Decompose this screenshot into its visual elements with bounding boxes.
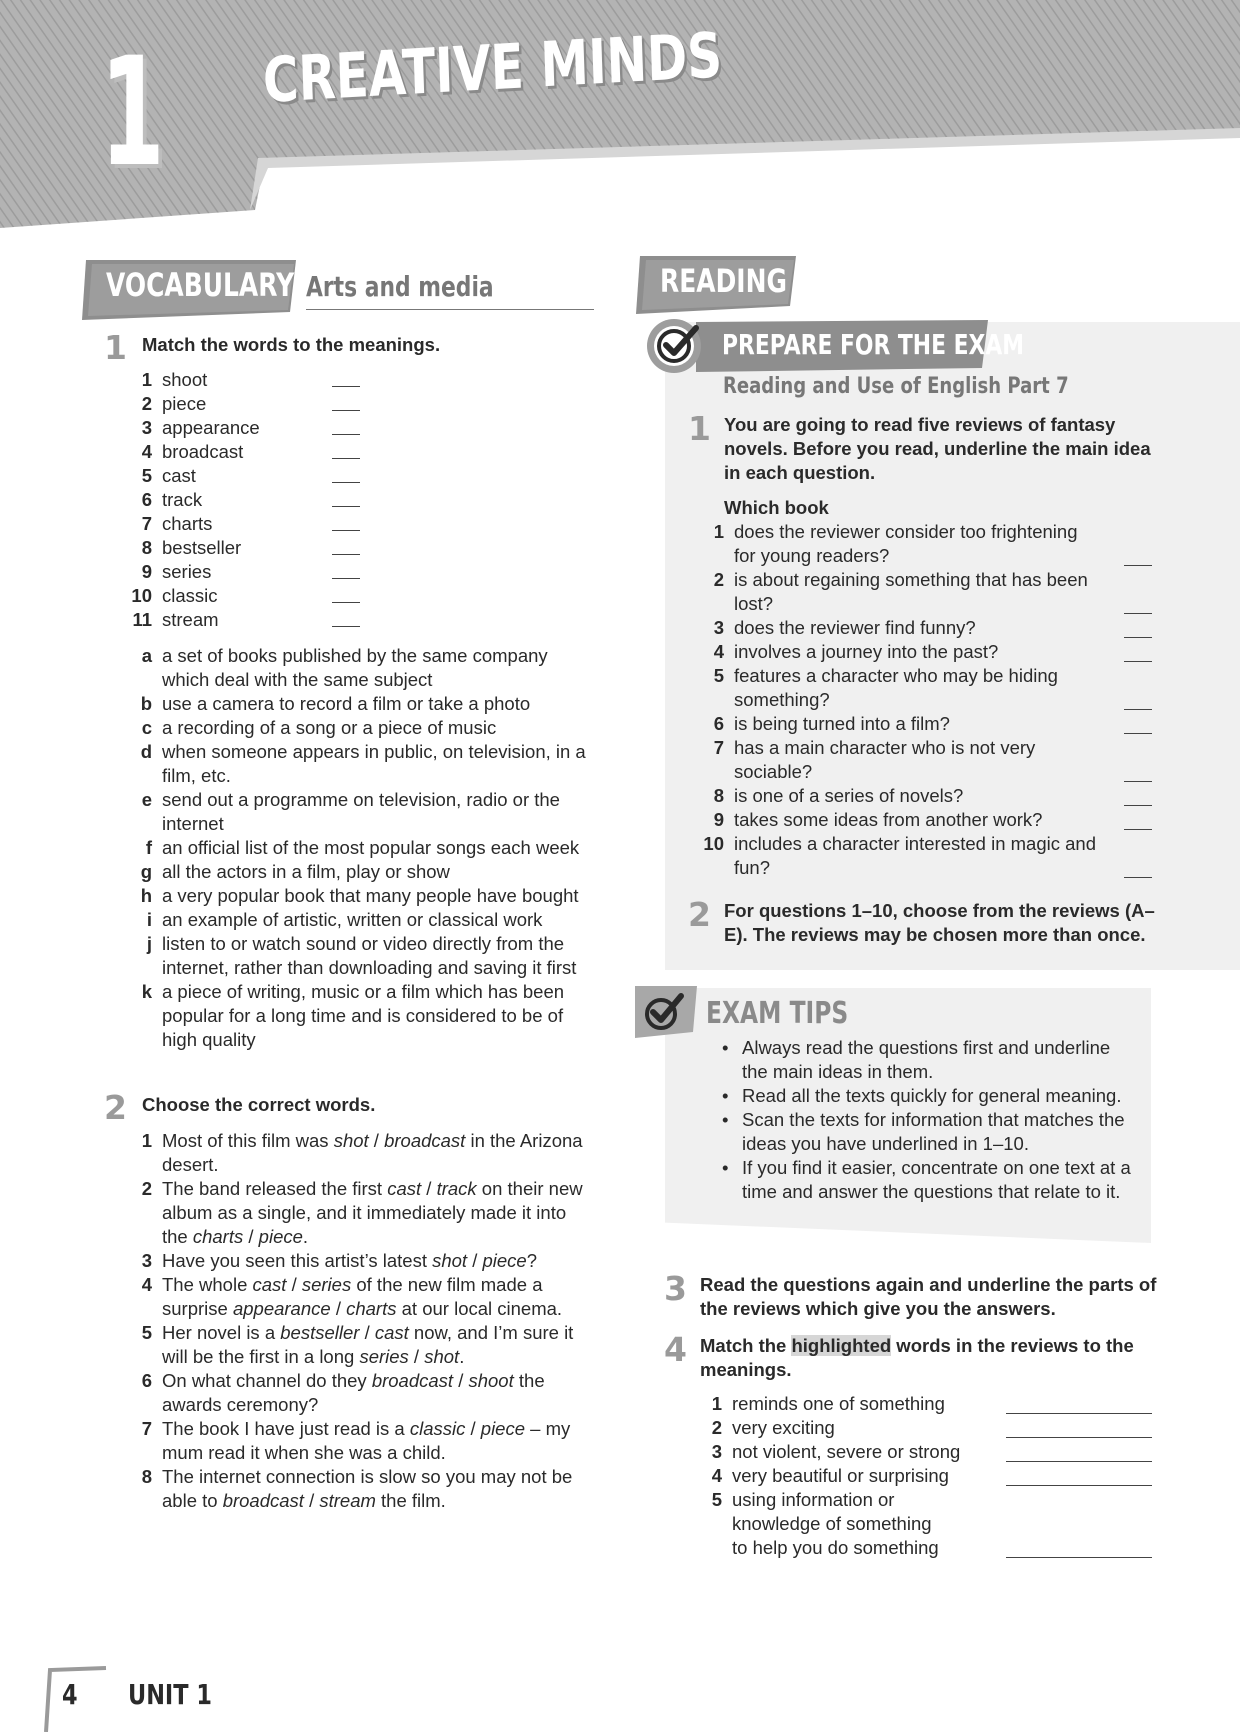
sentence-part: / (408, 1346, 425, 1367)
answer-blank[interactable] (1124, 636, 1152, 638)
word-item (130, 608, 360, 632)
meaning-item (700, 1416, 1152, 1440)
sentence-part: / (303, 1490, 320, 1511)
choice-item (130, 1417, 594, 1465)
sentence-part: / (421, 1178, 437, 1199)
word-option[interactable]: cast (252, 1274, 287, 1295)
answer-blank[interactable] (1124, 708, 1152, 710)
question-item (702, 664, 1152, 712)
word-item (130, 560, 360, 584)
question-item (702, 832, 1152, 880)
sentence (162, 1129, 594, 1177)
question-text: is about regaining something that has been lost? (734, 569, 1088, 614)
item-number: 3 (713, 617, 724, 638)
answer-blank[interactable] (1124, 828, 1152, 830)
item-number: 7 (141, 1418, 152, 1439)
question-item (702, 520, 1152, 568)
sentence-part: . (302, 1226, 309, 1247)
sentence (162, 1369, 594, 1417)
meaning-item (130, 788, 594, 836)
vocab-ex2-number: 2 (104, 1088, 127, 1127)
item-number: 8 (141, 537, 152, 558)
meaning-text: all the actors in a film, play or show (162, 861, 450, 882)
answer-line[interactable] (1006, 1436, 1152, 1438)
tip-item (722, 1084, 1140, 1108)
meaning-text: a piece of writing, music or a film which has been popular for a long time and is considered to be of high quality (162, 981, 565, 1050)
item-letter: j (146, 933, 152, 954)
reading-ex1-list (702, 520, 1152, 880)
sentence-part: now, and I’m sure it will be the first in a long (162, 1322, 574, 1367)
question-text: is one of a series of novels? (734, 785, 964, 806)
meaning-text: very exciting (732, 1417, 835, 1438)
reading-tab: READING (660, 262, 787, 300)
sentence-part: the awards ceremony? (162, 1370, 545, 1415)
sentence-part: / (330, 1298, 347, 1319)
footer-unit-label: UNIT 1 (128, 1678, 212, 1711)
unit-title: CREATIVE MINDS (261, 18, 724, 117)
answer-blank[interactable] (332, 604, 360, 627)
question-item (702, 712, 1152, 736)
answer-blank[interactable] (1124, 876, 1152, 878)
choice-item (130, 1273, 594, 1321)
word-text: bestseller (162, 537, 242, 558)
meaning-text: an official list of the most popular songs each week (162, 837, 580, 858)
page-number: 4 (62, 1678, 78, 1711)
reading-ex1-number: 1 (688, 409, 711, 448)
bullet-icon: • (722, 1109, 729, 1130)
word-text: piece (162, 393, 207, 414)
word-text: cast (162, 465, 196, 486)
question-item (702, 640, 1152, 664)
item-number: 3 (141, 1250, 152, 1271)
meaning-item (130, 692, 594, 716)
exam-tips-title: EXAM TIPS (706, 996, 849, 1031)
item-letter: c (141, 717, 152, 738)
item-number: 10 (131, 585, 152, 606)
sentence (162, 1417, 594, 1465)
item-number: 9 (141, 561, 152, 582)
item-number: 1 (713, 521, 724, 542)
reading-ex2-number: 2 (688, 895, 711, 934)
item-letter: i (146, 909, 152, 930)
reading-ex3-number: 3 (664, 1269, 687, 1308)
item-number: 1 (141, 1130, 152, 1151)
sentence-part: of the new film made a surprise (162, 1274, 543, 1319)
answer-blank[interactable] (1124, 804, 1152, 806)
meaning-text: listen to or watch sound or video directly from the internet, rather than downloading and saving it first (162, 933, 577, 978)
exam-tips-badge (635, 986, 697, 1040)
reading-ex3-instruction: Read the questions again and underline the parts of the reviews which give you the answers. (700, 1274, 1157, 1319)
choice-item (130, 1369, 594, 1417)
sentence-part: / (465, 1418, 481, 1439)
word-option[interactable]: broadcast (371, 1370, 454, 1391)
vocab-ex2-list (130, 1129, 594, 1513)
word-item (130, 536, 360, 560)
unit-number: 1 (100, 26, 163, 200)
tip-text: Scan the texts for information that matches the ideas you have underlined in 1–10. (742, 1109, 1125, 1154)
answer-blank[interactable] (332, 580, 360, 603)
sentence-part: – my mum read it when she was a child. (162, 1418, 571, 1463)
word-text: series (162, 561, 212, 582)
answer-blank[interactable] (1124, 564, 1152, 566)
answer-blank[interactable] (332, 436, 360, 459)
meaning-item (130, 932, 594, 980)
word-option[interactable]: stream (319, 1490, 376, 1511)
choice-item (130, 1465, 594, 1513)
meaning-item (130, 860, 594, 884)
item-letter: d (140, 741, 152, 762)
sentence-part: / (467, 1250, 483, 1271)
sentence-part: in the Arizona desert. (162, 1130, 583, 1175)
answer-blank[interactable] (1124, 660, 1152, 662)
item-letter: a (141, 645, 152, 666)
question-text: includes a character interested in magic and fun? (734, 833, 1096, 878)
word-option[interactable]: piece (258, 1226, 303, 1247)
meaning-text: an example of artistic, written or classical work (162, 909, 543, 930)
answer-blank[interactable] (332, 388, 360, 411)
answer-blank[interactable] (1124, 780, 1152, 782)
tip-item (722, 1108, 1140, 1156)
item-number: 5 (713, 665, 724, 686)
answer-blank[interactable] (332, 412, 360, 435)
sentence-part: / (359, 1322, 375, 1343)
sentence-part: . (459, 1346, 465, 1367)
sentence (162, 1177, 594, 1249)
exam-tips-list (722, 1036, 1140, 1204)
sentence-part: at our local cinema. (396, 1298, 563, 1319)
word-text: appearance (162, 417, 260, 438)
word-text: charts (162, 513, 213, 534)
word-option[interactable]: cast (387, 1178, 422, 1199)
exam-part-label: Reading and Use of English Part 7 (723, 374, 1069, 399)
bullet-icon: • (722, 1157, 729, 1178)
sentence-part: / (368, 1130, 385, 1151)
word-item (130, 392, 360, 416)
word-option[interactable]: bestseller (280, 1322, 360, 1343)
choice-item (130, 1177, 594, 1249)
meaning-text: send out a programme on television, radio or the internet (162, 789, 560, 834)
word-option[interactable]: broadcast (222, 1490, 304, 1511)
answer-line[interactable] (1006, 1556, 1152, 1558)
word-text: broadcast (162, 441, 244, 462)
question-text: has a main character who is not very sociable? (734, 737, 1036, 782)
reading-ex1-instruction: You are going to read five reviews of fantasy novels. Before you read, underline the main idea in each question. (724, 414, 1151, 483)
vocab-ex1-instruction: Match the words to the meanings. (142, 334, 441, 355)
question-item (702, 784, 1152, 808)
meaning-text: a very popular book that many people have bought (162, 885, 579, 906)
bullet-icon: • (722, 1085, 729, 1106)
item-number: 6 (141, 1370, 152, 1391)
item-number: 4 (141, 441, 152, 462)
word-item (130, 488, 360, 512)
choice-item (130, 1321, 594, 1369)
meaning-item (130, 908, 594, 932)
item-number: 7 (713, 737, 724, 758)
word-option[interactable]: appearance (232, 1298, 331, 1319)
word-text: track (162, 489, 203, 510)
item-number: 2 (713, 569, 724, 590)
item-number: 4 (711, 1465, 722, 1486)
choice-item (130, 1129, 594, 1177)
tip-text: Read all the texts quickly for general meaning. (742, 1085, 1122, 1106)
question-item (702, 616, 1152, 640)
word-option[interactable]: track (436, 1178, 477, 1199)
item-number: 6 (713, 713, 724, 734)
item-number: 7 (141, 513, 152, 534)
sentence-part: ? (526, 1250, 538, 1271)
word-item (130, 416, 360, 440)
vocabulary-topic: Arts and media (306, 270, 494, 303)
meaning-item (130, 644, 594, 692)
word-item (130, 512, 360, 536)
item-number: 2 (711, 1417, 722, 1438)
vocab-ex1-number: 1 (104, 328, 127, 367)
item-number: 8 (141, 1466, 152, 1487)
meaning-text: a set of books published by the same company which deal with the same subject (162, 645, 548, 690)
word-item (130, 368, 360, 392)
meaning-item (700, 1440, 1152, 1464)
answer-blank[interactable] (1124, 732, 1152, 734)
answer-blank[interactable] (332, 508, 360, 531)
answer-blank[interactable] (332, 556, 360, 579)
word-text: shoot (162, 369, 208, 390)
word-option[interactable]: piece (482, 1250, 527, 1271)
sentence-part: Her novel is a (162, 1322, 281, 1343)
word-option[interactable]: classic (409, 1418, 466, 1439)
sentence (162, 1249, 594, 1273)
sentence-part: / (243, 1226, 259, 1247)
item-number: 2 (141, 393, 152, 414)
vocab-ex2-instruction: Choose the correct words. (142, 1094, 376, 1115)
prepare-for-exam-title: PREPARE FOR THE EXAM (722, 328, 1024, 361)
item-number: 4 (713, 641, 724, 662)
tip-item (722, 1036, 1140, 1084)
question-text: involves a journey into the past? (734, 641, 999, 662)
word-option[interactable]: shot (333, 1130, 369, 1151)
word-item (130, 464, 360, 488)
sentence-part: the film. (375, 1490, 446, 1511)
item-number: 1 (141, 369, 152, 390)
meaning-item (130, 980, 594, 1052)
answer-line[interactable] (1006, 1484, 1152, 1486)
vocab-meanings-list (130, 644, 594, 1052)
question-text: takes some ideas from another work? (734, 809, 1043, 830)
sentence-part: Most of this film was (162, 1130, 334, 1151)
sentence-part: / (453, 1370, 469, 1391)
question-text: features a character who may be hiding something? (734, 665, 1058, 710)
item-number: 1 (711, 1393, 722, 1414)
answer-line[interactable] (1006, 1460, 1152, 1462)
sentence-part: The book I have just read is a (162, 1418, 410, 1439)
question-item (702, 568, 1152, 616)
meaning-item (130, 740, 594, 788)
sentence-part: The whole (162, 1274, 253, 1295)
word-item (130, 440, 360, 464)
item-letter: h (140, 885, 152, 906)
item-number: 5 (711, 1489, 722, 1510)
question-text: does the reviewer consider too frightening for young readers? (734, 521, 1078, 566)
sentence-part: / (286, 1274, 302, 1295)
item-number: 5 (141, 1322, 152, 1343)
word-option[interactable]: broadcast (384, 1130, 466, 1151)
answer-blank[interactable] (332, 460, 360, 483)
checkmark-icon (656, 322, 704, 368)
question-item (702, 808, 1152, 832)
question-item (702, 736, 1152, 784)
answer-blank[interactable] (332, 364, 360, 387)
tip-item (722, 1156, 1140, 1204)
sentence (162, 1321, 594, 1369)
word-option[interactable]: charts (346, 1298, 397, 1319)
word-text: stream (162, 609, 219, 630)
word-option[interactable]: shot (424, 1346, 460, 1367)
reading-ex2-instruction: For questions 1–10, choose from the reviews (A–E). The reviews may be chosen more than once. (724, 900, 1155, 945)
meaning-item (700, 1392, 1152, 1416)
answer-blank[interactable] (332, 484, 360, 507)
word-option[interactable]: shoot (468, 1370, 514, 1391)
question-text: does the reviewer find funny? (734, 617, 976, 638)
topic-rule (306, 309, 594, 310)
meaning-text: using information or knowledge of something to help you do something (732, 1489, 939, 1558)
item-number: 8 (713, 785, 724, 806)
question-text: is being turned into a film? (734, 713, 950, 734)
item-number: 6 (141, 489, 152, 510)
sentence (162, 1273, 594, 1321)
item-number: 2 (141, 1178, 152, 1199)
word-option[interactable]: charts (192, 1226, 244, 1247)
sentence-part: The band released the first (162, 1178, 388, 1199)
word-option[interactable]: piece (480, 1418, 526, 1439)
item-letter: e (141, 789, 152, 810)
item-letter: f (145, 837, 152, 858)
meaning-text: a recording of a song or a piece of music (162, 717, 497, 738)
answer-line[interactable] (1006, 1412, 1152, 1414)
item-letter: k (141, 981, 152, 1002)
item-number: 9 (713, 809, 724, 830)
bullet-icon: • (722, 1037, 729, 1058)
word-text: classic (162, 585, 218, 606)
word-option[interactable]: series (359, 1346, 409, 1367)
answer-blank[interactable] (332, 532, 360, 555)
item-letter: b (140, 693, 152, 714)
vocabulary-tab: VOCABULARY (106, 266, 295, 304)
item-number: 3 (711, 1441, 722, 1462)
choice-item (130, 1249, 594, 1273)
word-option[interactable]: shot (432, 1250, 468, 1271)
vocab-words-list (130, 368, 360, 632)
which-book-lead: Which book (724, 497, 829, 518)
item-number: 3 (141, 417, 152, 438)
tip-text: Always read the questions first and underline the main ideas in them. (742, 1037, 1111, 1082)
meaning-item (130, 836, 594, 860)
word-option[interactable]: cast (374, 1322, 409, 1343)
meaning-item (700, 1464, 1152, 1488)
reading-ex4-number: 4 (664, 1330, 687, 1369)
item-number: 5 (141, 465, 152, 486)
sentence-part: on their new album as a single, and it immediately made it into the (162, 1178, 583, 1247)
meaning-item (130, 884, 594, 908)
answer-blank[interactable] (1124, 612, 1152, 614)
item-number: 11 (132, 609, 152, 630)
sentence-part: The internet connection is slow so you may not be able to (162, 1466, 573, 1511)
meaning-text: very beautiful or surprising (732, 1465, 949, 1486)
sentence (162, 1465, 594, 1513)
meaning-text: reminds one of something (732, 1393, 945, 1414)
reading-ex4-list (700, 1392, 1152, 1560)
word-option[interactable]: series (301, 1274, 352, 1295)
item-number: 4 (141, 1274, 152, 1295)
meaning-item (700, 1488, 1152, 1560)
meaning-item (130, 716, 594, 740)
highlighted-word: highlighted (791, 1335, 892, 1356)
item-letter: g (140, 861, 152, 882)
word-item (130, 584, 360, 608)
reading-ex4-instruction: Match the highlighted words in the reviews to the meanings. (700, 1335, 1134, 1380)
sentence-part: Have you seen this artist’s latest (162, 1250, 433, 1271)
meaning-text: use a camera to record a film or take a photo (162, 693, 531, 714)
sentence-part: On what channel do they (162, 1370, 372, 1391)
meaning-text: not violent, severe or strong (732, 1441, 961, 1462)
item-number: 10 (703, 833, 724, 854)
tip-text: If you find it easier, concentrate on one text at a time and answer the questions that relate to it. (742, 1157, 1131, 1202)
meaning-text: when someone appears in public, on television, in a film, etc. (162, 741, 586, 786)
